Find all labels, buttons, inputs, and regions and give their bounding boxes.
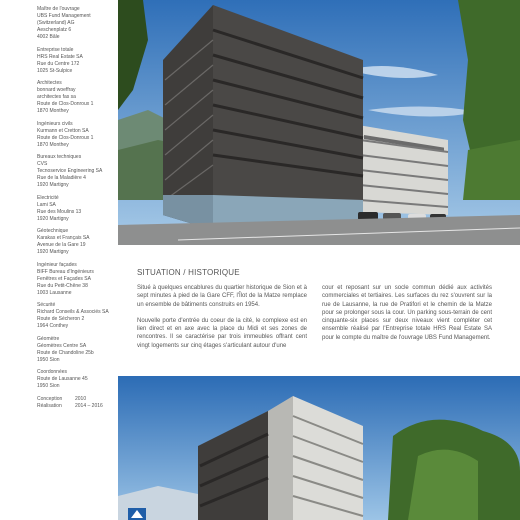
credit-group bbox=[37, 369, 115, 390]
credit-line: Route de Sécheron 2 bbox=[37, 316, 85, 322]
credit-role: Coordonnées bbox=[37, 369, 68, 375]
credit-line: 1025 St-Sulpice bbox=[37, 67, 73, 74]
credit-line: Rue des Moulins 13 bbox=[37, 208, 82, 215]
credit-line: Géomètres Centre SA bbox=[37, 342, 87, 349]
credit-line: architectes fas sa bbox=[37, 94, 76, 100]
paragraph: Nouvelle porte d'entrée du coeur de la cité, le complexe est en lien direct et en axe avec la place du Midi et ses zones de rencontres. Il se caractérise par trois immeubles offrant cent vingt logements sur cinq étages s'articulant autour d'une bbox=[137, 317, 307, 349]
credit-line: UBS Fund Management bbox=[37, 13, 91, 19]
paragraph: Situé à quelques encablures du quartier historique de Sion et à sept minutes à pied de la Gare CFF, l'Îlot de la Matze remplace un ensemble de bâtiments construits en 1954. bbox=[137, 285, 307, 308]
paragraph: cour et reposant sur un socle commun dédié aux activités commerciales et tertiaires. Les surfaces du rez s'ouvrent sur la rue de Lausanne, la rue de Pratifori et le chemin de la Matze pour se prolonger sous la cour. Un parking sous-terrain de cent cinquante-six places sur deux niveaux vient compléter cet ensemble réalisé par l'Entreprise totale HRS Real Estate SA pour le compte du maître de l'ouvrage UBS Fund Management. bbox=[322, 285, 492, 341]
credit-line: 4002 Bâle bbox=[37, 34, 60, 40]
credit-line: 1003 Lausanne bbox=[37, 289, 72, 296]
date-row bbox=[37, 403, 115, 410]
credit-line: Karakas et Français SA bbox=[37, 235, 90, 241]
credits-groups bbox=[37, 6, 115, 390]
credit-role: Electricité bbox=[37, 194, 59, 201]
credit-role: Ingénieurs civils bbox=[37, 120, 73, 127]
credit-line: 1920 Martigny bbox=[37, 249, 69, 255]
building-exterior-photo bbox=[118, 0, 520, 245]
credit-line: (Switzerland) AG bbox=[37, 20, 75, 26]
credit-line: Rue du Centre 172 bbox=[37, 60, 80, 67]
credit-role: Entreprise totale bbox=[37, 46, 74, 53]
credit-line: Route de Clos-Donroux 1 bbox=[37, 134, 94, 141]
credit-group bbox=[37, 80, 115, 115]
credit-group bbox=[37, 336, 115, 364]
credit-group bbox=[37, 47, 115, 75]
credit-role: Bureaux techniques bbox=[37, 154, 82, 160]
credit-line: Avenue de la Gare 19 bbox=[37, 242, 86, 248]
credit-group bbox=[37, 228, 115, 256]
credit-group bbox=[37, 195, 115, 223]
article-column-right bbox=[322, 284, 492, 350]
credit-role: Géomètre bbox=[37, 335, 60, 342]
credit-line: 1950 Sion bbox=[37, 383, 60, 389]
credit-line: CVS bbox=[37, 161, 48, 167]
credit-group bbox=[37, 262, 115, 297]
credit-line: BIFF Bureau d'Ingénieurs bbox=[37, 268, 94, 275]
article-column-left bbox=[137, 284, 307, 358]
credit-line: Richard Conseils & Associés SA bbox=[37, 309, 109, 315]
credit-line: Route de Clos-Donroux 1 bbox=[37, 101, 94, 107]
credit-line: Fenêtres et Façades SA bbox=[37, 275, 91, 282]
credit-role: Géotechnique bbox=[37, 228, 69, 234]
credit-line: Tecnoservice Engineering SA bbox=[37, 168, 103, 174]
credit-line: 1870 Monthey bbox=[37, 141, 69, 148]
credit-line: 1920 Martigny bbox=[37, 215, 69, 222]
credit-role: Maître de l'ouvrage bbox=[37, 6, 80, 12]
building-facade-photo bbox=[118, 376, 520, 520]
credit-group bbox=[37, 6, 115, 41]
date-value: 2010 bbox=[75, 396, 87, 402]
section-title: SITUATION / HISTORIQUE bbox=[137, 268, 240, 277]
date-value: 2014 – 2016 bbox=[75, 403, 103, 409]
credit-line: 1950 Sion bbox=[37, 356, 60, 363]
credit-group bbox=[37, 302, 115, 330]
credit-line: bonnard woeffray bbox=[37, 87, 76, 93]
date-label: Conception bbox=[37, 396, 63, 402]
credit-line: Kurmann et Cretton SA bbox=[37, 127, 89, 134]
credit-role: Sécurité bbox=[37, 302, 56, 308]
credits-sidebar bbox=[37, 6, 115, 516]
credit-role: Architectes bbox=[37, 80, 62, 86]
credit-line: HRS Real Estate SA bbox=[37, 53, 83, 60]
credit-line: Route de Lausanne 45 bbox=[37, 376, 88, 382]
credit-line: Lami SA bbox=[37, 201, 56, 208]
credit-line: 1964 Conthey bbox=[37, 323, 69, 329]
credit-role: Ingénieur façades bbox=[37, 261, 77, 268]
credit-line: Rue de la Maladière 4 bbox=[37, 175, 86, 181]
credit-line: Route de Chandoline 25b bbox=[37, 349, 94, 356]
credit-line: Aeschenplatz 6 bbox=[37, 27, 72, 33]
credit-group bbox=[37, 121, 115, 149]
date-label: Réalisation bbox=[37, 403, 62, 409]
date-row bbox=[37, 396, 115, 403]
credit-group bbox=[37, 154, 115, 189]
project-dates bbox=[37, 396, 115, 410]
credit-line: 1870 Monthey bbox=[37, 108, 69, 114]
credit-line: Rue du Petit-Chêne 38 bbox=[37, 282, 88, 289]
credit-line: 1920 Martigny bbox=[37, 182, 69, 188]
